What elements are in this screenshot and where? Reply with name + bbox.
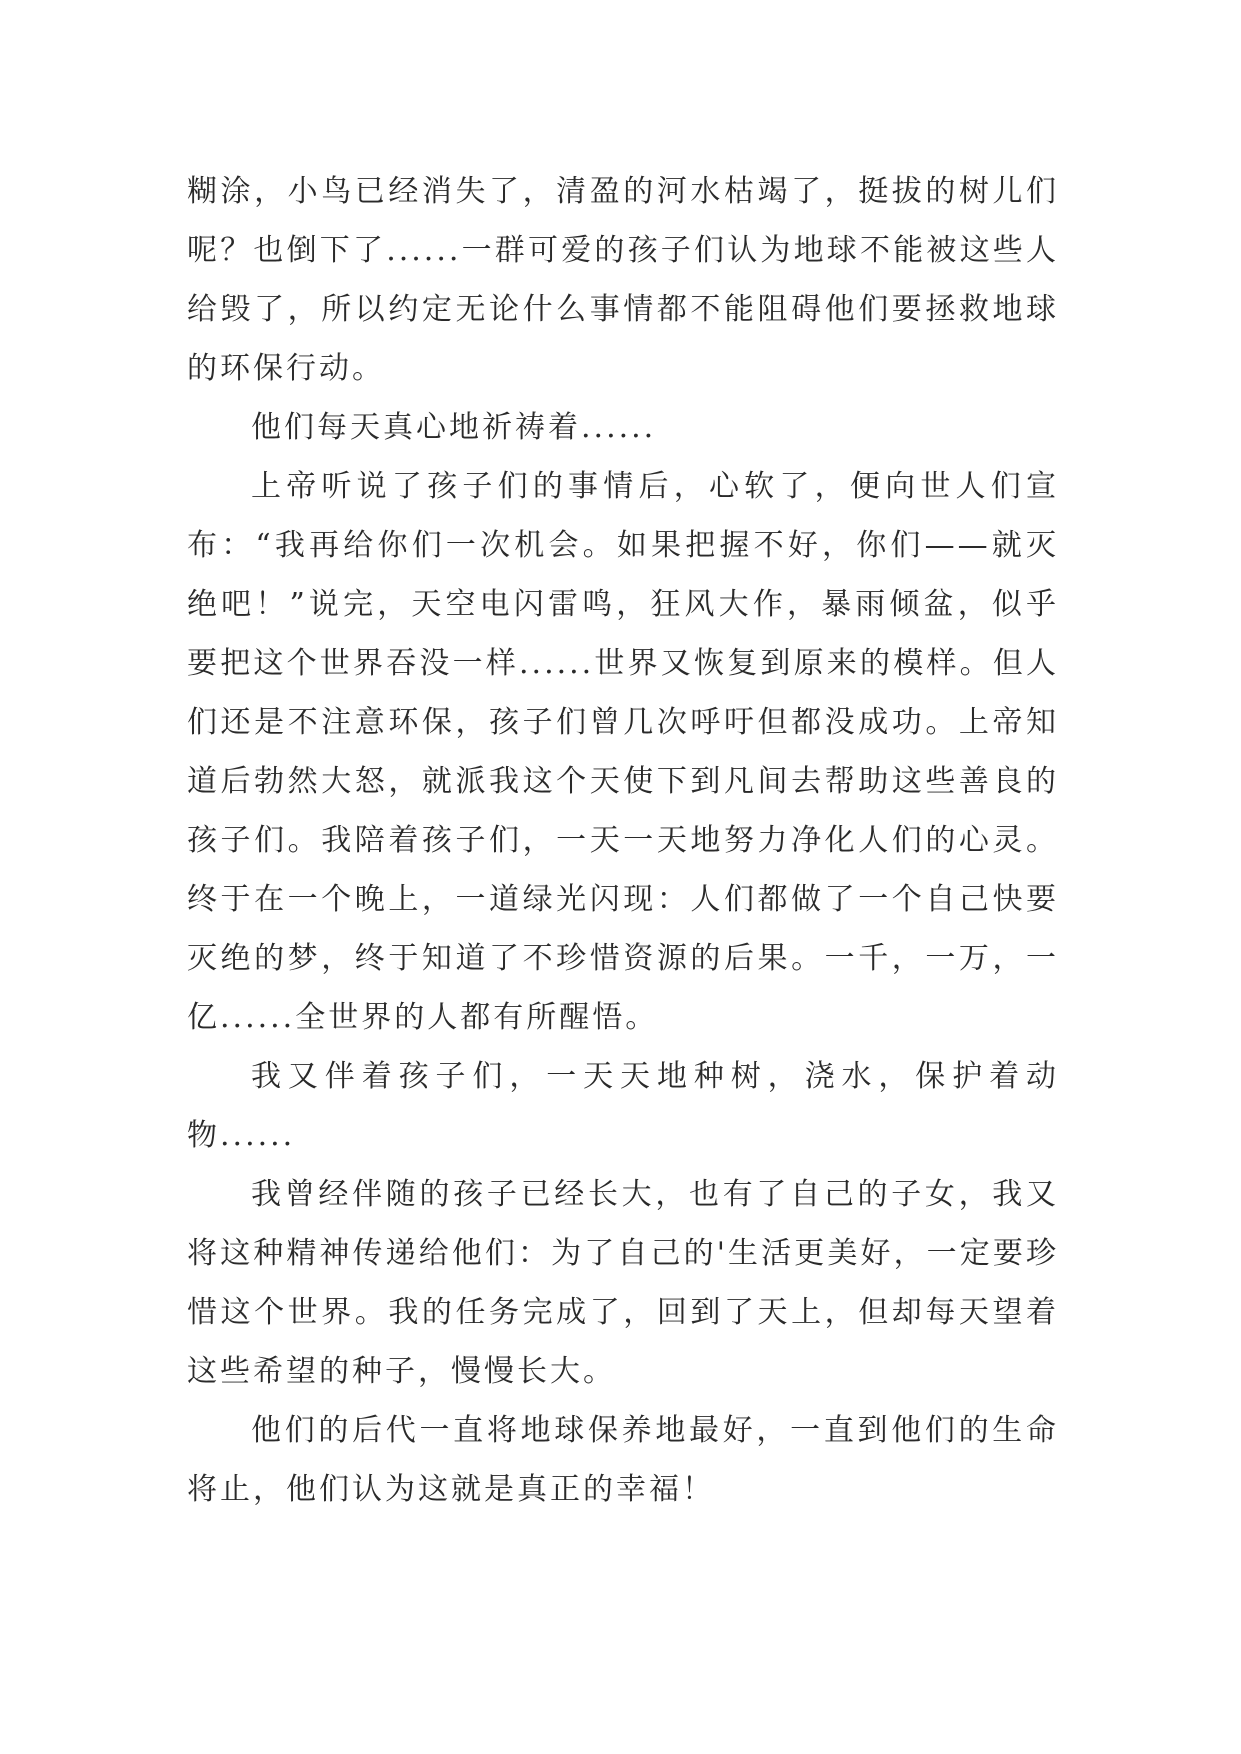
paragraph-continued: 糊涂，小鸟已经消失了，清盈的河水枯竭了，挺拔的树儿们呢？也倒下了......一群可爱的孩子们认为地球不能被这些人给毁了，所以约定无论什么事情都不能阻碍他们要拯救地球的环保行动。 bbox=[187, 174, 1059, 386]
paragraph: 他们每天真心地祈祷着...... bbox=[251, 410, 657, 445]
paragraph: 我曾经伴随的孩子已经长大，也有了自己的子女，我又将这种精神传递给他们：为了自己的'生活更美好，一定要珍惜这个世界。我的任务完成了，回到了天上，但却每天望着这些希望的种子，慢慢长大。 bbox=[187, 1177, 1059, 1389]
paragraph: 他们的后代一直将地球保养地最好，一直到他们的生命将止，他们认为这就是真正的幸福！ bbox=[187, 1413, 1059, 1507]
paragraph: 上帝听说了孩子们的事情后，心软了，便向世人们宣布：“我再给你们一次机会。如果把握不好，你们——就灭绝吧！”说完，天空电闪雷鸣，狂风大作，暴雨倾盆，似乎要把这个世界吞没一样......世界又恢复到原来的模样。但人们还是不注意环保，孩子们曾几次呼吁但都没成功。上帝知道后勃然大怒，就派我这个天使下到凡间去帮助这些善良的孩子们。我陪着孩子们，一天一天地努力净化人们的心灵。终于在一个晚上，一道绿光闪现：人们都做了一个自己快要灭绝的梦，终于知道了不珍惜资源的后果。一千，一万，一亿......全世界的人都有所醒悟。 bbox=[187, 469, 1059, 1035]
paragraph: 我又伴着孩子们，一天天地种树，浇水，保护着动物...... bbox=[187, 1059, 1059, 1153]
article-body bbox=[187, 162, 1059, 1519]
